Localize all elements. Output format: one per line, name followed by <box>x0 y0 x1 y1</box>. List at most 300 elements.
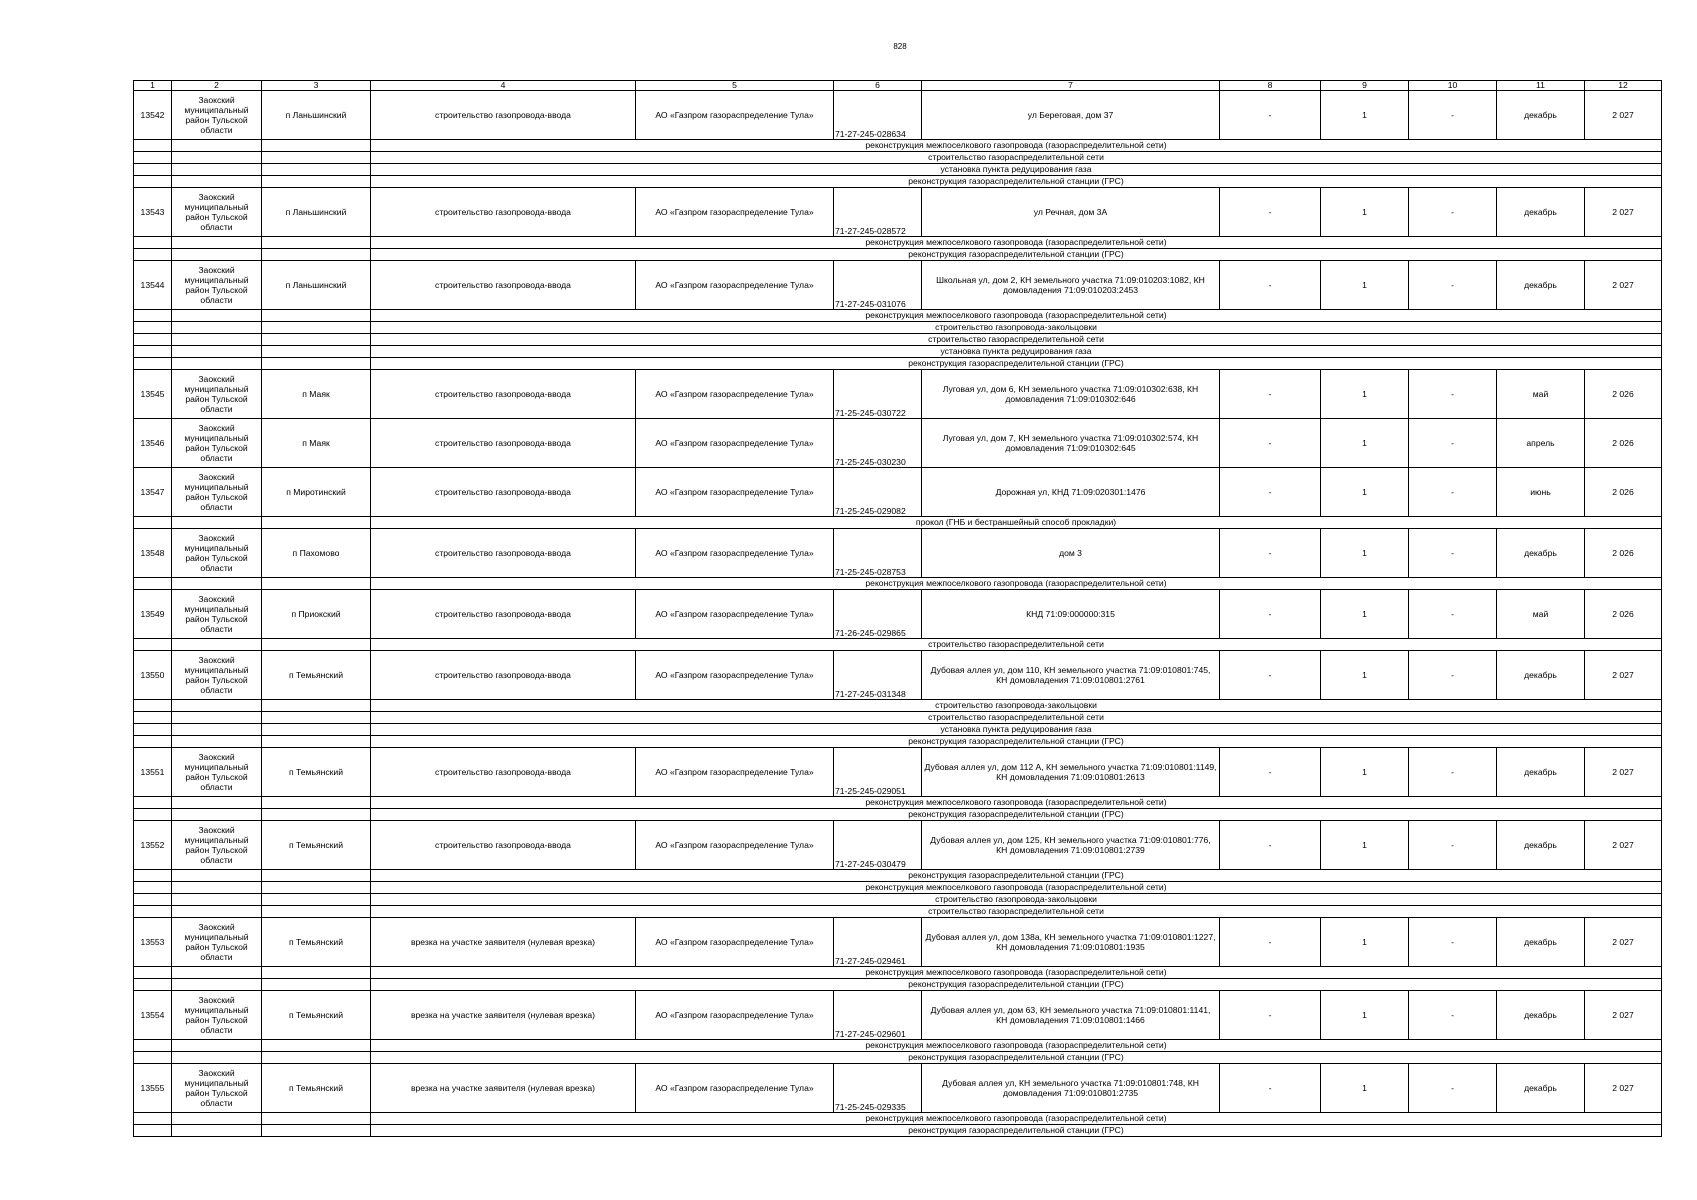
empty-cell <box>262 870 371 882</box>
sub-work-text: строительство газопровода-закольцовки <box>371 894 1662 906</box>
sub-work-text: реконструкция межпоселкового газопровода (газораспределительной сети) <box>371 882 1662 894</box>
work-type-cell: строительство газопровода-ввода <box>371 468 636 517</box>
col9-cell: 1 <box>1321 261 1409 310</box>
table-row <box>134 918 1662 967</box>
district-cell: Заокский муниципальный район Тульской области <box>172 91 262 140</box>
sub-work-text: реконструкция газораспределительной станции (ГРС) <box>371 736 1662 748</box>
column-header-10: 10 <box>1409 81 1497 91</box>
application-code-cell: 71-25-245-030230 <box>834 419 922 468</box>
sub-work-row <box>134 310 1662 322</box>
empty-cell <box>134 346 172 358</box>
district-cell: Заокский муниципальный район Тульской области <box>172 651 262 700</box>
column-number-row <box>134 81 1662 91</box>
empty-cell <box>134 906 172 918</box>
empty-cell <box>134 249 172 261</box>
empty-cell <box>134 967 172 979</box>
column-header-6: 6 <box>834 81 922 91</box>
table-row <box>134 821 1662 870</box>
month-cell: декабрь <box>1497 651 1585 700</box>
col9-cell: 1 <box>1321 529 1409 578</box>
application-code-cell: 71-25-245-028753 <box>834 529 922 578</box>
address-cell: Дорожная ул, КНД 71:09:020301:1476 <box>922 468 1220 517</box>
sub-work-text: реконструкция межпоселкового газопровода (газораспределительной сети) <box>371 578 1662 590</box>
col10-cell: - <box>1409 468 1497 517</box>
year-cell: 2 027 <box>1585 991 1662 1040</box>
col10-cell: - <box>1409 918 1497 967</box>
record-number: 13553 <box>134 918 172 967</box>
empty-cell <box>262 894 371 906</box>
settlement-cell: п Миротинский <box>262 468 371 517</box>
organization-cell: АО «Газпром газораспределение Тула» <box>636 918 834 967</box>
sub-work-row <box>134 578 1662 590</box>
address-cell: Школьная ул, дом 2, КН земельного участка 71:09:010203:1082, КН домовладения 71:09:010203:2453 <box>922 261 1220 310</box>
month-cell: апрель <box>1497 419 1585 468</box>
table-row <box>134 991 1662 1040</box>
col10-cell: - <box>1409 748 1497 797</box>
col9-cell: 1 <box>1321 91 1409 140</box>
col9-cell: 1 <box>1321 821 1409 870</box>
year-cell: 2 027 <box>1585 1064 1662 1113</box>
work-type-cell: строительство газопровода-ввода <box>371 748 636 797</box>
application-code-cell: 71-27-245-029601 <box>834 991 922 1040</box>
sub-work-row <box>134 979 1662 991</box>
empty-cell <box>172 249 262 261</box>
month-cell: декабрь <box>1497 529 1585 578</box>
col8-cell: - <box>1220 918 1321 967</box>
column-header-3: 3 <box>262 81 371 91</box>
application-code-cell: 71-27-245-029461 <box>834 918 922 967</box>
col8-cell: - <box>1220 821 1321 870</box>
sub-work-text: реконструкция межпоселкового газопровода (газораспределительной сети) <box>371 1113 1662 1125</box>
address-cell: Луговая ул, дом 6, КН земельного участка 71:09:010302:638, КН домовладения 71:09:010302:646 <box>922 370 1220 419</box>
organization-cell: АО «Газпром газораспределение Тула» <box>636 188 834 237</box>
organization-cell: АО «Газпром газораспределение Тула» <box>636 529 834 578</box>
empty-cell <box>134 870 172 882</box>
month-cell: декабрь <box>1497 91 1585 140</box>
empty-cell <box>262 152 371 164</box>
year-cell: 2 027 <box>1585 651 1662 700</box>
table-row <box>134 590 1662 639</box>
empty-cell <box>134 700 172 712</box>
empty-cell <box>262 1052 371 1064</box>
table-row <box>134 748 1662 797</box>
month-cell: декабрь <box>1497 188 1585 237</box>
empty-cell <box>262 639 371 651</box>
year-cell: 2 026 <box>1585 419 1662 468</box>
year-cell: 2 026 <box>1585 590 1662 639</box>
sub-work-row <box>134 894 1662 906</box>
work-type-cell: строительство газопровода-ввода <box>371 370 636 419</box>
record-number: 13552 <box>134 821 172 870</box>
empty-cell <box>172 639 262 651</box>
table-row <box>134 651 1662 700</box>
empty-cell <box>134 164 172 176</box>
record-number: 13555 <box>134 1064 172 1113</box>
sub-work-row <box>134 882 1662 894</box>
sub-work-text: строительство газораспределительной сети <box>371 639 1662 651</box>
organization-cell: АО «Газпром газораспределение Тула» <box>636 1064 834 1113</box>
application-code-cell: 71-27-245-031348 <box>834 651 922 700</box>
empty-cell <box>172 164 262 176</box>
address-cell: ул Береговая, дом 37 <box>922 91 1220 140</box>
sub-work-text: реконструкция газораспределительной станции (ГРС) <box>371 809 1662 821</box>
year-cell: 2 027 <box>1585 821 1662 870</box>
address-cell: Луговая ул, дом 7, КН земельного участка 71:09:010302:574, КН домовладения 71:09:010302:645 <box>922 419 1220 468</box>
empty-cell <box>134 712 172 724</box>
application-code-cell: 71-25-245-029082 <box>834 468 922 517</box>
district-cell: Заокский муниципальный район Тульской области <box>172 1064 262 1113</box>
col10-cell: - <box>1409 188 1497 237</box>
sub-work-row <box>134 967 1662 979</box>
empty-cell <box>262 164 371 176</box>
empty-cell <box>262 1125 371 1137</box>
month-cell: декабрь <box>1497 821 1585 870</box>
district-cell: Заокский муниципальный район Тульской области <box>172 261 262 310</box>
settlement-cell: п Темьянский <box>262 821 371 870</box>
column-header-11: 11 <box>1497 81 1585 91</box>
settlement-cell: п Темьянский <box>262 918 371 967</box>
empty-cell <box>172 578 262 590</box>
empty-cell <box>134 736 172 748</box>
sub-work-row <box>134 639 1662 651</box>
column-header-7: 7 <box>922 81 1220 91</box>
record-number: 13550 <box>134 651 172 700</box>
empty-cell <box>172 736 262 748</box>
table-row <box>134 468 1662 517</box>
settlement-cell: п Маяк <box>262 419 371 468</box>
district-cell: Заокский муниципальный район Тульской области <box>172 748 262 797</box>
empty-cell <box>172 809 262 821</box>
work-type-cell: строительство газопровода-ввода <box>371 821 636 870</box>
column-header-4: 4 <box>371 81 636 91</box>
record-number: 13547 <box>134 468 172 517</box>
sub-work-text: прокол (ГНБ и бестраншейный способ прокладки) <box>371 517 1662 529</box>
column-header-9: 9 <box>1321 81 1409 91</box>
sub-work-row <box>134 322 1662 334</box>
empty-cell <box>262 358 371 370</box>
empty-cell <box>262 1040 371 1052</box>
work-type-cell: строительство газопровода-ввода <box>371 261 636 310</box>
empty-cell <box>262 979 371 991</box>
empty-cell <box>262 797 371 809</box>
empty-cell <box>262 517 371 529</box>
empty-cell <box>262 967 371 979</box>
year-cell: 2 026 <box>1585 468 1662 517</box>
work-type-cell: строительство газопровода-ввода <box>371 91 636 140</box>
table-row <box>134 370 1662 419</box>
sub-work-text: строительство газопровода-закольцовки <box>371 700 1662 712</box>
empty-cell <box>134 310 172 322</box>
empty-cell <box>134 517 172 529</box>
sub-work-row <box>134 1040 1662 1052</box>
sub-work-row <box>134 176 1662 188</box>
empty-cell <box>172 1052 262 1064</box>
record-number: 13549 <box>134 590 172 639</box>
organization-cell: АО «Газпром газораспределение Тула» <box>636 419 834 468</box>
column-header-12: 12 <box>1585 81 1662 91</box>
empty-cell <box>134 358 172 370</box>
table-row <box>134 188 1662 237</box>
settlement-cell: п Пахомово <box>262 529 371 578</box>
month-cell: декабрь <box>1497 748 1585 797</box>
empty-cell <box>134 140 172 152</box>
col9-cell: 1 <box>1321 590 1409 639</box>
sub-work-row <box>134 237 1662 249</box>
col8-cell: - <box>1220 91 1321 140</box>
sub-work-row <box>134 358 1662 370</box>
organization-cell: АО «Газпром газораспределение Тула» <box>636 991 834 1040</box>
settlement-cell: п Маяк <box>262 370 371 419</box>
address-cell: Дубовая аллея ул, дом 125, КН земельного участка 71:09:010801:776, КН домовладения 71:09:010801:2739 <box>922 821 1220 870</box>
register-table <box>133 80 1662 1137</box>
record-number: 13543 <box>134 188 172 237</box>
col10-cell: - <box>1409 370 1497 419</box>
empty-cell <box>172 1113 262 1125</box>
sub-work-text: строительство газораспределительной сети <box>371 906 1662 918</box>
work-type-cell: строительство газопровода-ввода <box>371 419 636 468</box>
organization-cell: АО «Газпром газораспределение Тула» <box>636 821 834 870</box>
application-code-cell: 71-27-245-031076 <box>834 261 922 310</box>
col9-cell: 1 <box>1321 370 1409 419</box>
col10-cell: - <box>1409 991 1497 1040</box>
year-cell: 2 027 <box>1585 918 1662 967</box>
application-code-cell: 71-27-245-028572 <box>834 188 922 237</box>
table-row <box>134 91 1662 140</box>
organization-cell: АО «Газпром газораспределение Тула» <box>636 748 834 797</box>
record-number: 13554 <box>134 991 172 1040</box>
district-cell: Заокский муниципальный район Тульской области <box>172 468 262 517</box>
sub-work-text: реконструкция газораспределительной станции (ГРС) <box>371 176 1662 188</box>
empty-cell <box>172 797 262 809</box>
empty-cell <box>172 140 262 152</box>
work-type-cell: врезка на участке заявителя (нулевая врезка) <box>371 1064 636 1113</box>
empty-cell <box>134 979 172 991</box>
empty-cell <box>172 906 262 918</box>
empty-cell <box>262 346 371 358</box>
col9-cell: 1 <box>1321 419 1409 468</box>
empty-cell <box>172 334 262 346</box>
record-number: 13544 <box>134 261 172 310</box>
empty-cell <box>172 176 262 188</box>
sub-work-row <box>134 1113 1662 1125</box>
sub-work-row <box>134 712 1662 724</box>
organization-cell: АО «Газпром газораспределение Тула» <box>636 590 834 639</box>
empty-cell <box>262 736 371 748</box>
sub-work-row <box>134 1052 1662 1064</box>
col9-cell: 1 <box>1321 991 1409 1040</box>
sub-work-text: реконструкция газораспределительной станции (ГРС) <box>371 358 1662 370</box>
month-cell: декабрь <box>1497 1064 1585 1113</box>
organization-cell: АО «Газпром газораспределение Тула» <box>636 91 834 140</box>
empty-cell <box>172 322 262 334</box>
sub-work-row <box>134 1125 1662 1137</box>
empty-cell <box>262 249 371 261</box>
record-number: 13548 <box>134 529 172 578</box>
column-header-1: 1 <box>134 81 172 91</box>
year-cell: 2 027 <box>1585 188 1662 237</box>
col10-cell: - <box>1409 651 1497 700</box>
address-cell: Дубовая аллея ул, КН земельного участка 71:09:010801:748, КН домовладения 71:09:010801:2735 <box>922 1064 1220 1113</box>
sub-work-text: реконструкция газораспределительной станции (ГРС) <box>371 249 1662 261</box>
table-row <box>134 419 1662 468</box>
col8-cell: - <box>1220 1064 1321 1113</box>
district-cell: Заокский муниципальный район Тульской области <box>172 821 262 870</box>
work-type-cell: врезка на участке заявителя (нулевая врезка) <box>371 918 636 967</box>
empty-cell <box>262 882 371 894</box>
sub-work-text: реконструкция межпоселкового газопровода (газораспределительной сети) <box>371 140 1662 152</box>
table-row <box>134 529 1662 578</box>
year-cell: 2 026 <box>1585 370 1662 419</box>
empty-cell <box>172 1125 262 1137</box>
sub-work-row <box>134 809 1662 821</box>
settlement-cell: п Приокский <box>262 590 371 639</box>
empty-cell <box>172 1040 262 1052</box>
empty-cell <box>134 152 172 164</box>
sub-work-row <box>134 870 1662 882</box>
sub-work-row <box>134 736 1662 748</box>
col10-cell: - <box>1409 261 1497 310</box>
empty-cell <box>134 809 172 821</box>
sub-work-text: установка пункта редуцирования газа <box>371 346 1662 358</box>
col10-cell: - <box>1409 590 1497 639</box>
sub-work-text: реконструкция газораспределительной станции (ГРС) <box>371 1125 1662 1137</box>
settlement-cell: п Ланьшинский <box>262 91 371 140</box>
col10-cell: - <box>1409 91 1497 140</box>
empty-cell <box>262 140 371 152</box>
application-code-cell: 71-27-245-030479 <box>834 821 922 870</box>
empty-cell <box>134 237 172 249</box>
empty-cell <box>172 517 262 529</box>
empty-cell <box>172 358 262 370</box>
application-code-cell: 71-25-245-029335 <box>834 1064 922 1113</box>
empty-cell <box>262 310 371 322</box>
col8-cell: - <box>1220 468 1321 517</box>
settlement-cell: п Ланьшинский <box>262 261 371 310</box>
col10-cell: - <box>1409 821 1497 870</box>
district-cell: Заокский муниципальный район Тульской области <box>172 419 262 468</box>
empty-cell <box>134 894 172 906</box>
sub-work-row <box>134 346 1662 358</box>
record-number: 13545 <box>134 370 172 419</box>
empty-cell <box>262 322 371 334</box>
sub-work-row <box>134 700 1662 712</box>
sub-work-row <box>134 334 1662 346</box>
col8-cell: - <box>1220 188 1321 237</box>
empty-cell <box>172 724 262 736</box>
work-type-cell: строительство газопровода-ввода <box>371 188 636 237</box>
empty-cell <box>134 322 172 334</box>
address-cell: Дубовая аллея ул, дом 138а, КН земельного участка 71:09:010801:1227, КН домовладения 71:09:010801:1935 <box>922 918 1220 967</box>
sub-work-row <box>134 906 1662 918</box>
sub-work-text: строительство газораспределительной сети <box>371 334 1662 346</box>
month-cell: май <box>1497 370 1585 419</box>
col8-cell: - <box>1220 529 1321 578</box>
work-type-cell: строительство газопровода-ввода <box>371 590 636 639</box>
col10-cell: - <box>1409 419 1497 468</box>
organization-cell: АО «Газпром газораспределение Тула» <box>636 370 834 419</box>
col8-cell: - <box>1220 651 1321 700</box>
col8-cell: - <box>1220 261 1321 310</box>
empty-cell <box>262 1113 371 1125</box>
empty-cell <box>262 700 371 712</box>
empty-cell <box>172 152 262 164</box>
settlement-cell: п Темьянский <box>262 651 371 700</box>
col8-cell: - <box>1220 590 1321 639</box>
sub-work-text: реконструкция газораспределительной станции (ГРС) <box>371 979 1662 991</box>
empty-cell <box>172 979 262 991</box>
empty-cell <box>134 797 172 809</box>
empty-cell <box>134 334 172 346</box>
sub-work-text: реконструкция межпоселкового газопровода (газораспределительной сети) <box>371 237 1662 249</box>
page-number: 828 <box>893 42 907 51</box>
district-cell: Заокский муниципальный район Тульской области <box>172 918 262 967</box>
col8-cell: - <box>1220 748 1321 797</box>
empty-cell <box>262 334 371 346</box>
empty-cell <box>172 870 262 882</box>
record-number: 13551 <box>134 748 172 797</box>
sub-work-row <box>134 249 1662 261</box>
record-number: 13546 <box>134 419 172 468</box>
settlement-cell: п Ланьшинский <box>262 188 371 237</box>
empty-cell <box>262 712 371 724</box>
district-cell: Заокский муниципальный район Тульской области <box>172 188 262 237</box>
empty-cell <box>134 639 172 651</box>
empty-cell <box>134 724 172 736</box>
settlement-cell: п Темьянский <box>262 1064 371 1113</box>
sub-work-row <box>134 797 1662 809</box>
col9-cell: 1 <box>1321 918 1409 967</box>
empty-cell <box>134 1052 172 1064</box>
sub-work-text: реконструкция межпоселкового газопровода (газораспределительной сети) <box>371 1040 1662 1052</box>
empty-cell <box>172 310 262 322</box>
address-cell: КНД 71:09:000000:315 <box>922 590 1220 639</box>
year-cell: 2 027 <box>1585 748 1662 797</box>
empty-cell <box>172 700 262 712</box>
organization-cell: АО «Газпром газораспределение Тула» <box>636 468 834 517</box>
sub-work-text: строительство газораспределительной сети <box>371 152 1662 164</box>
empty-cell <box>134 1113 172 1125</box>
organization-cell: АО «Газпром газораспределение Тула» <box>636 261 834 310</box>
empty-cell <box>262 578 371 590</box>
empty-cell <box>134 882 172 894</box>
sub-work-row <box>134 724 1662 736</box>
month-cell: июнь <box>1497 468 1585 517</box>
year-cell: 2 027 <box>1585 91 1662 140</box>
empty-cell <box>262 906 371 918</box>
sub-work-text: реконструкция межпоселкового газопровода (газораспределительной сети) <box>371 797 1662 809</box>
sub-work-row <box>134 517 1662 529</box>
sub-work-text: установка пункта редуцирования газа <box>371 164 1662 176</box>
empty-cell <box>172 346 262 358</box>
col9-cell: 1 <box>1321 188 1409 237</box>
empty-cell <box>172 894 262 906</box>
table-body <box>134 91 1662 1137</box>
work-type-cell: врезка на участке заявителя (нулевая врезка) <box>371 991 636 1040</box>
work-type-cell: строительство газопровода-ввода <box>371 651 636 700</box>
sub-work-text: реконструкция газораспределительной станции (ГРС) <box>371 1052 1662 1064</box>
sub-work-text: реконструкция газораспределительной станции (ГРС) <box>371 870 1662 882</box>
col9-cell: 1 <box>1321 1064 1409 1113</box>
empty-cell <box>262 237 371 249</box>
empty-cell <box>134 176 172 188</box>
month-cell: декабрь <box>1497 918 1585 967</box>
sub-work-text: реконструкция межпоселкового газопровода (газораспределительной сети) <box>371 310 1662 322</box>
sub-work-row <box>134 152 1662 164</box>
settlement-cell: п Темьянский <box>262 748 371 797</box>
sub-work-row <box>134 140 1662 152</box>
district-cell: Заокский муниципальный район Тульской области <box>172 529 262 578</box>
empty-cell <box>134 1040 172 1052</box>
